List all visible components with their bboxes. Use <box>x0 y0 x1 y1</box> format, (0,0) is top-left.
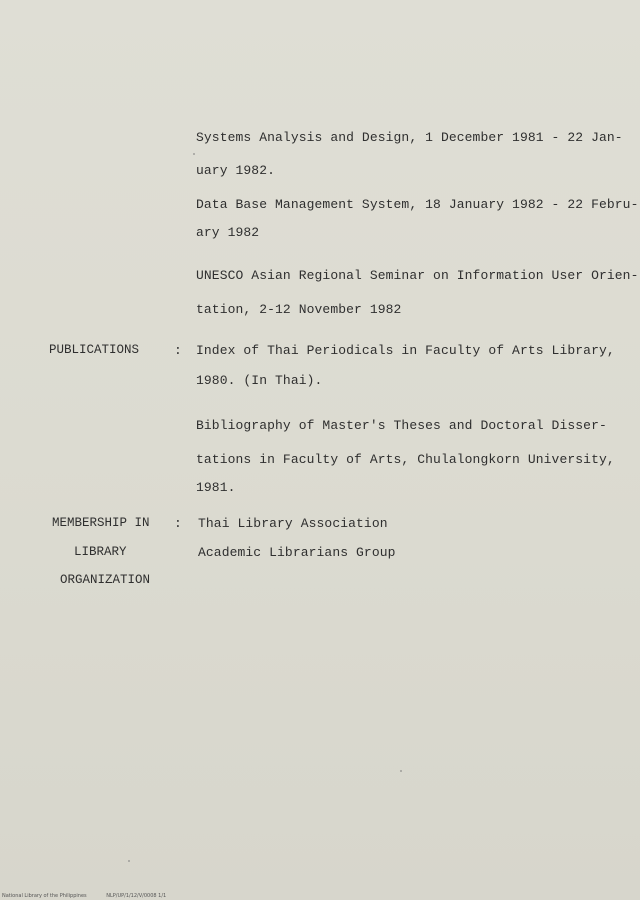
training-line-4: ary 1982 <box>196 225 260 240</box>
publication-line-2: 1980. (In Thai). <box>196 373 323 388</box>
training-line-1: Systems Analysis and Design, 1 December 1981 - 22 Jan- <box>196 130 623 145</box>
membership-label-line-2: LIBRARY <box>74 545 127 559</box>
scan-speck <box>193 153 195 155</box>
membership-line-1: Thai Library Association <box>198 516 388 531</box>
publication-line-1: Index of Thai Periodicals in Faculty of Arts Library, <box>196 343 615 358</box>
membership-label-line-3: ORGANIZATION <box>60 573 151 587</box>
publication-line-5: 1981. <box>196 480 236 495</box>
membership-line-2: Academic Librarians Group <box>198 545 396 560</box>
training-line-6: tation, 2-12 November 1982 <box>196 302 402 317</box>
training-line-3: Data Base Management System, 18 January 1982 - 22 Febru- <box>196 197 639 212</box>
footer-code: NLP/UP/1/12/V/0008 1/1 <box>106 893 167 899</box>
scan-footer <box>2 893 184 899</box>
membership-colon: : <box>174 516 182 531</box>
publication-line-4: tations in Faculty of Arts, Chulalongkorn University, <box>196 452 615 467</box>
training-line-5: UNESCO Asian Regional Seminar on Information User Orien- <box>196 268 639 283</box>
scan-speck <box>128 860 130 862</box>
scan-speck <box>400 770 402 772</box>
publication-line-3: Bibliography of Master's Theses and Doctoral Disser- <box>196 418 607 433</box>
publications-colon: : <box>174 343 182 358</box>
membership-label-line-1: MEMBERSHIP IN <box>52 516 150 530</box>
publications-label: PUBLICATIONS <box>49 343 140 357</box>
footer-library: National Library of the Philippines <box>2 893 87 899</box>
training-line-2: uary 1982. <box>196 163 276 178</box>
